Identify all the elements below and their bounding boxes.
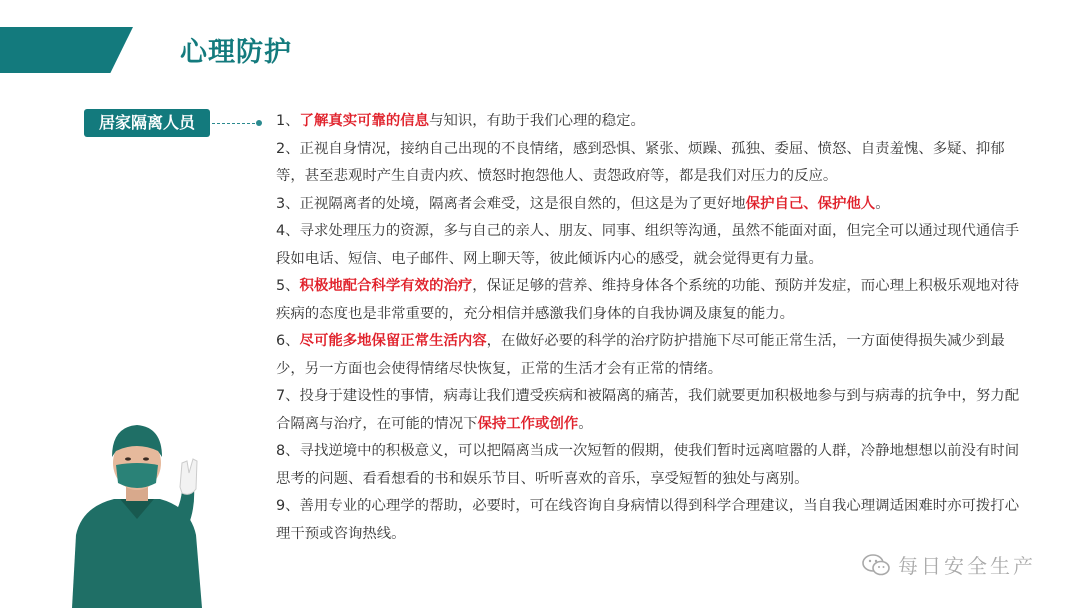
advice-item [276,273,1026,328]
advice-item [276,383,1026,438]
section-badge: 居家隔离人员 [84,109,210,137]
advice-item [276,493,1026,548]
advice-item-number: 8、 [276,443,300,459]
advice-text: 。 [875,195,890,212]
advice-item-number: 3、 [276,195,300,212]
title-accent-bar [0,27,133,73]
watermark-text: 每日安全生产 [898,554,1036,578]
advice-text: 寻找逆境中的积极意义，可以把隔离当成一次短暂的假期，使我们暂时远离喧嚣的人群，冷静地想想以前没有时间思考的问题、看看想看的书和娱乐节目、听听喜欢的音乐，享受短暂的独处与离别。 [276,443,1020,487]
badge-connector-dot [256,120,262,126]
advice-item-number: 1、 [276,113,300,129]
advice-item [276,108,1026,136]
advice-text: ，在做好必要的科学的治疗防护措施下尽可能正常生活，一方面使得损失减少到最少，另一方面也会使得情绪尽快恢复，正常的生活才会有正常的情绪。 [276,333,1005,377]
advice-text: 善用专业的心理学的帮助，必要时，可在线咨询自身病情以得到科学合理建议，当自我心理调适困难时亦可拨打心理干预或咨询热线。 [276,498,1020,542]
advice-item-number: 9、 [276,498,300,514]
advice-text: 正视自身情况，接纳自己出现的不良情绪，感到恐惧、紧张、烦躁、孤独、委屈、愤怒、自责羞愧、多疑、抑郁等，甚至悲观时产生自责内疚、愤怒时抱怨他人、责怨政府等，都是我们对压力的反应。 [276,140,1005,184]
advice-text: 投身于建设性的事情，病毒让我们遭受疾病和被隔离的痛苦，我们就要更加积极地参与到与病毒的抗争中，努力配合隔离与治疗，在可能的情况下 [276,388,1020,432]
advice-text: ，保证足够的营养、维持身体各个系统的功能、预防并发症，而心理上积极乐观地对待疾病的态度也是非常重要的，充分相信并感激我们身体的自我协调及康复的能力。 [276,278,1020,322]
watermark [862,550,1036,579]
advice-text: 。 [578,415,593,432]
advice-item-number: 5、 [276,278,300,294]
nurse-illustration [62,415,212,608]
advice-item [276,218,1026,273]
advice-text: 正视隔离者的处境，隔离者会难受，这是很自然的，但这是为了更好地 [299,195,746,212]
advice-highlight-text: 尽可能多地保留正常生活内容 [299,333,487,349]
advice-list [276,108,1026,548]
badge-connector-line [212,123,260,124]
wechat-icon [862,553,890,577]
advice-item-number: 7、 [276,388,300,404]
advice-item [276,328,1026,383]
advice-item-number: 2、 [276,140,300,157]
advice-item [276,438,1026,493]
advice-highlight-text: 保护自己、保护他人 [745,195,876,212]
advice-item-number: 4、 [276,223,300,239]
advice-item-number: 6、 [276,333,300,349]
advice-text: 寻求处理压力的资源，多与自己的亲人、朋友、同事、组织等沟通，虽然不能面对面，但完全可以通过现代通信手段如电话、短信、电子邮件、网上聊天等，彼此倾诉内心的感受，就会觉得更有力量。 [276,223,1020,267]
advice-item [276,191,1026,219]
advice-text: 与知识，有助于我们心理的稳定。 [429,113,645,129]
advice-highlight-text: 保持工作或创作 [477,415,579,432]
page-title: 心理防护 [180,37,292,68]
advice-highlight-text: 积极地配合科学有效的治疗 [299,278,473,294]
advice-highlight-text: 了解真实可靠的信息 [299,113,430,129]
advice-item [276,136,1026,191]
